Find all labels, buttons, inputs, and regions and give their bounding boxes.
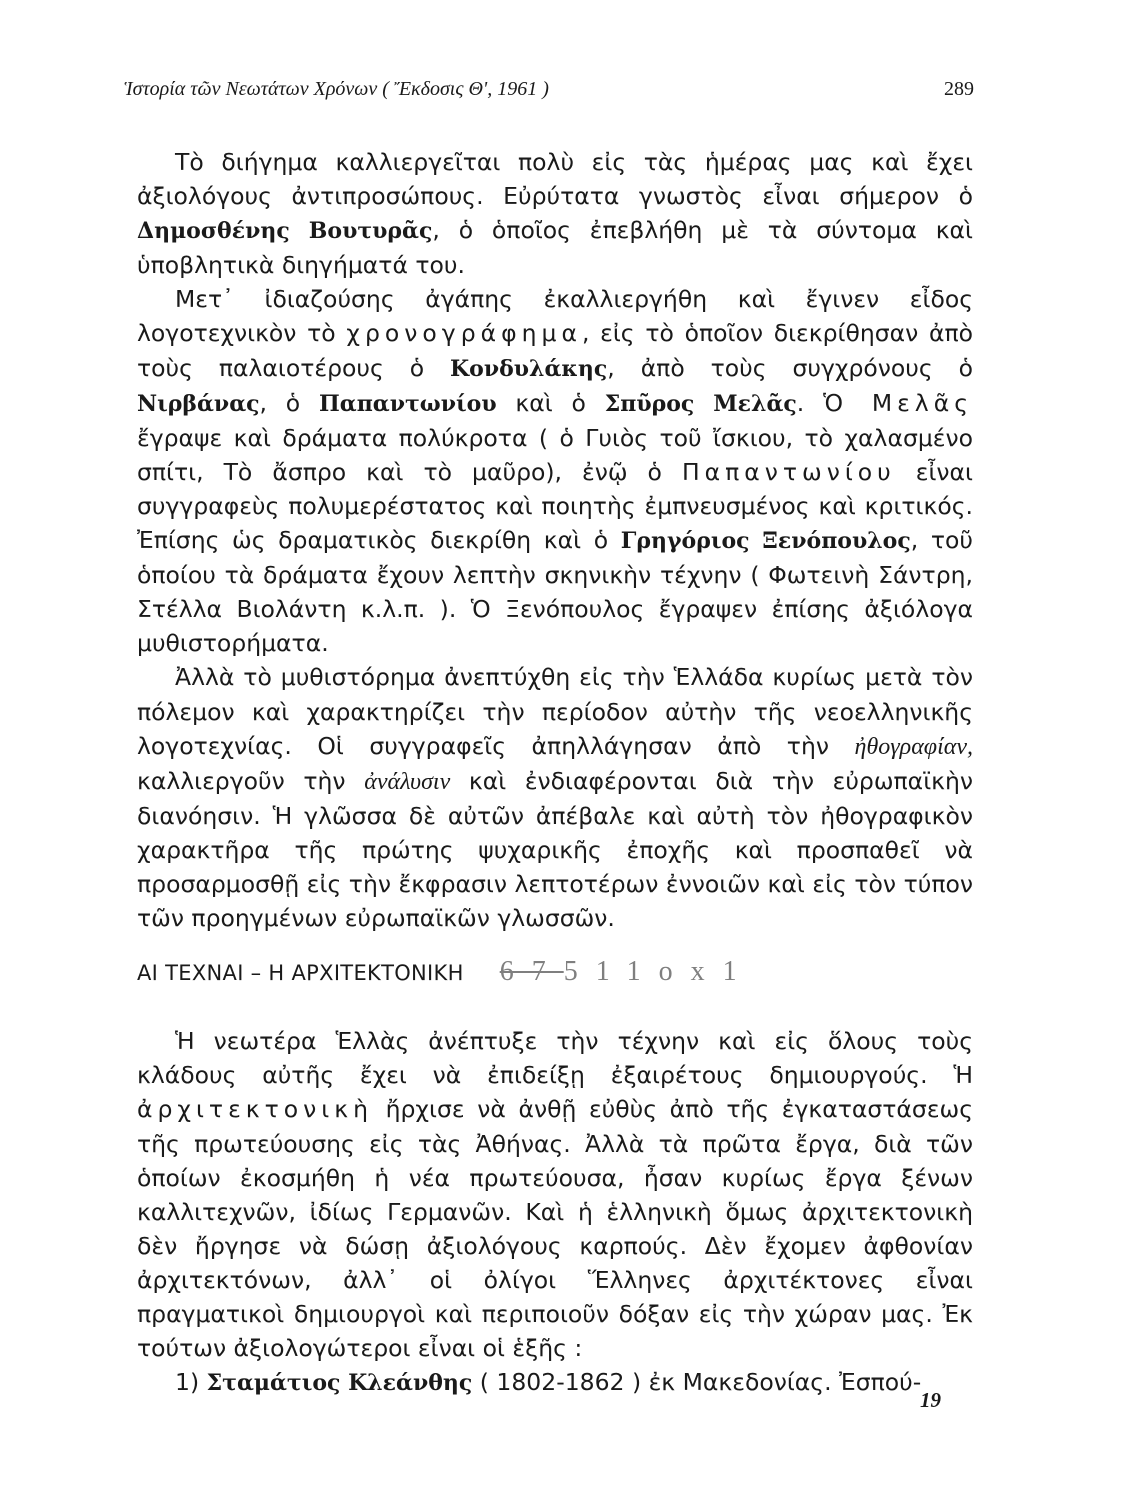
emphasized-term: ἀρχιτεκτονικὴ xyxy=(137,1095,373,1124)
text: καλλιεργοῦν τὴν xyxy=(137,766,365,795)
author-name: Δημοσθένης Βουτυρᾶς xyxy=(137,218,433,245)
text: , ἀπὸ τοὺς συγχρόνους ὁ xyxy=(607,353,974,382)
paragraph-chronicle xyxy=(137,282,973,660)
section-heading-text: ΑΙ ΤΕΧΝΑΙ – Η ΑΡΧΙΤΕΚΤΟΝΙΚΗ xyxy=(137,961,464,986)
text: ἔγραψε καὶ δράματα πολύκροτα ( ὁ Γυιὸς τοῦ ἴσκιου, τὸ χαλασμένο σπίτι, Τὸ ἄσπρο καὶ τὸ μαῦρο), ἐνῷ ὁ xyxy=(137,423,973,486)
text: καὶ ὁ xyxy=(496,388,605,417)
section-heading xyxy=(137,955,973,990)
text: εἶναι συγγραφεὺς πολυμερέστατος καὶ ποιητὴς ἐμπνευσμένος καὶ κριτικός. Ἐπίσης ὡς δραματικὸς διεκρίθη καὶ ὁ xyxy=(137,457,973,555)
text: Ἀλλὰ τὸ μυθιστόρημα ἀνεπτύχθη εἰς τὴν Ἑλλάδα κυρίως μετὰ τὸν πόλεμον καὶ χαρακτηρίζει τὴν περίοδον αὐτὴν τῆς νεοελληνικῆς λογοτεχνίας. Οἱ συγγραφεῖς ἀπηλλάγησαν ἀπὸ τὴν xyxy=(137,663,973,760)
header-title: Ἱστορία τῶν Νεωτάτων Χρόνων ( Ἔκδοσις Θ', 1961 ) xyxy=(124,78,549,100)
text: , ὁ xyxy=(259,388,319,417)
paragraph-short-story xyxy=(137,145,973,282)
handwritten-number: 51 xyxy=(563,956,627,988)
author-name: Γρηγόριος Ξενόπουλος xyxy=(620,528,911,555)
text: ( 1802-1862 ) ἐκ Μακεδονίας. Ἐσπού- xyxy=(472,1368,922,1397)
paragraph-architecture xyxy=(137,1024,973,1365)
emphasized-name: Παπαντωνίου xyxy=(681,457,896,486)
author-name: Νιρβάνας xyxy=(137,390,260,417)
page-body xyxy=(137,145,973,1400)
text: καὶ ἐνδιαφέρονται διὰ τὴν εὐρωπαϊκὴν διανόησιν. Ἡ γλῶσσα δὲ αὐτῶν ἀπέβαλε καὶ αὐτὴ τὸν ἠθογραφικὸν χαρακτῆρα τῆς πρώτης ψυχαρικῆς ἐποχῆς καὶ προσπαθεῖ νὰ προσαρμοσθῇ εἰς τὴν ἔκφρασιν λεπτοτέρων ἐννοιῶν καὶ εἰς τὸν τύπον τῶν προηγμένων εὐρωπαϊκῶν γλωσσῶν. xyxy=(137,766,973,933)
text: , ὁ ὁποῖος ἐπεβλήθη μὲ τὰ σύντομα καὶ ὑποβλητικὰ διηγήματά του. xyxy=(137,216,973,280)
text: Μετ᾽ ἰδιαζούσης ἀγάπης ἐκαλλιεργήθη καὶ ἔγινεν εἶδος λογοτεχνικὸν τὸ xyxy=(137,285,973,348)
architect-name: Σταμάτιος Κλεάνθης xyxy=(206,1370,473,1397)
emphasized-term: χρονογράφημα xyxy=(346,319,582,348)
text: , εἰς τὸ ὁποῖον διεκρίθησαν ἀπὸ τοὺς παλαιοτέρους ὁ xyxy=(137,319,973,382)
text: , τοῦ ὁποίου τὰ δράματα ἔχουν λεπτὴν σκηνικὴν τέχνην ( Φωτεινὴ Σάντρη, Στέλλα Βιολάντη κ.λ.π. ). Ὁ Ξενόπουλος ἔγραψεν ἐπίσης ἀξιόλογα μυθιστορήματα. xyxy=(137,526,973,658)
list-item-architect xyxy=(137,1365,973,1400)
running-header xyxy=(124,78,974,108)
list-number: 1) xyxy=(175,1368,200,1397)
text: Τὸ διήγημα καλλιεργεῖται πολὺ εἰς τὰς ἡμέρας μας καὶ ἔχει ἀξιολόγους ἀντιπροσώπους. Εὐρύτατα γνωστὸς εἶναι σήμερον ὁ xyxy=(137,148,973,211)
handwritten-annotation xyxy=(500,955,755,989)
page-number: 289 xyxy=(944,78,974,100)
author-name: Παπαντωνίου xyxy=(318,390,497,417)
paragraph-novel xyxy=(137,660,973,935)
text: ἤρχισε νὰ ἀνθῇ εὐθὺς ἀπὸ τῆς ἐγκαταστάσεως τῆς πρωτεύουσης εἰς τὰς Ἀθήνας. Ἀλλὰ τὰ πρῶτα ἔργα, διὰ τῶν ὁποίων ἐκοσμήθη ἡ νέα πρωτεύουσα, ἦσαν κυρίως ἔργα ξένων καλλιτεχνῶν, ἰδίως Γερμανῶν. Καὶ ἡ ἑλληνικὴ ὅμως ἀρχιτεκτονικὴ δὲν ἤργησε νὰ δώσῃ ἀξιολόγους καρπούς. Δὲν ἔχομεν ἀφθονίαν ἀρχιτεκτόνων, ἀλλ᾽ οἱ ὀλίγοι Ἕλληνες ἀρχιτέκτονες εἶναι πραγματικοὶ δημιουργοὶ καὶ περιποιοῦν δόξαν εἰς τὴν χώραν μας. Ἐκ τούτων ἀξιολογώτεροι εἶναι οἱ ἑξῆς : xyxy=(137,1095,973,1363)
text: . xyxy=(796,388,824,417)
italic-term: ἠθογραφίαν, xyxy=(854,733,973,760)
author-name: Σπῦρος Μελᾶς xyxy=(604,390,797,417)
text: Ἡ νεωτέρα Ἑλλὰς ἀνέπτυξε τὴν τέχνην καὶ εἰς ὅλους τοὺς κλάδους αὐτῆς ἔχει νὰ ἐπιδείξῃ ἐξαιρέτους δημιουργούς. Ἡ xyxy=(137,1027,973,1090)
handwritten-number: 67 xyxy=(499,956,564,988)
author-name: Κονδυλάκης xyxy=(450,355,608,382)
italic-term: ἀνάλυσιν xyxy=(364,768,451,795)
emphasized-name: Ὁ Μελᾶς xyxy=(823,388,973,417)
handwritten-note: 1ox1 xyxy=(626,956,755,988)
signature-mark: 19 xyxy=(920,1388,941,1412)
